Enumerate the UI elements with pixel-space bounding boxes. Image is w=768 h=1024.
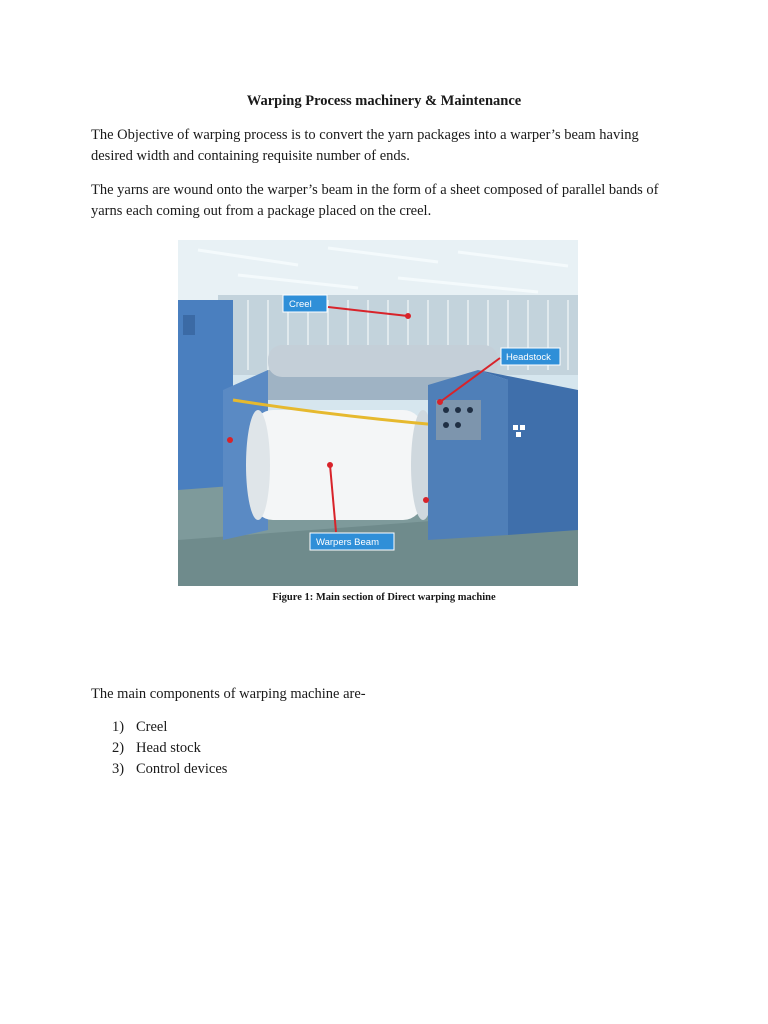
list-item xyxy=(112,759,227,780)
document-title: Warping Process machinery & Maintenance xyxy=(246,93,522,109)
figure-caption: Figure 1: Main section of Direct warping machine xyxy=(272,592,496,603)
list-item-number: 1) xyxy=(112,719,125,735)
paragraph-objective: The Objective of warping process is to convert the yarn packages into a warper’s beam having desired width and containing requisite number of ends. xyxy=(91,127,639,164)
list-item-label: Head stock xyxy=(136,740,201,756)
paragraph-yarn-sheet: The yarns are wound onto the warper’s beam in the form of a sheet composed of parallel bands of yarns each coming out from a package placed on the creel. xyxy=(91,182,659,219)
list-item xyxy=(112,717,227,738)
components-list xyxy=(112,717,227,780)
callout-warpers-beam: Warpers Beam xyxy=(316,537,379,548)
list-item xyxy=(112,738,227,759)
components-intro: The main components of warping machine are- xyxy=(91,686,366,702)
list-item-number: 3) xyxy=(112,761,125,777)
callout-creel: Creel xyxy=(289,299,312,310)
callout-headstock: Headstock xyxy=(506,352,551,363)
list-item-number: 2) xyxy=(112,740,125,756)
warping-machine-photo xyxy=(178,240,578,586)
list-item-label: Creel xyxy=(136,719,168,735)
list-item-label: Control devices xyxy=(136,761,228,777)
